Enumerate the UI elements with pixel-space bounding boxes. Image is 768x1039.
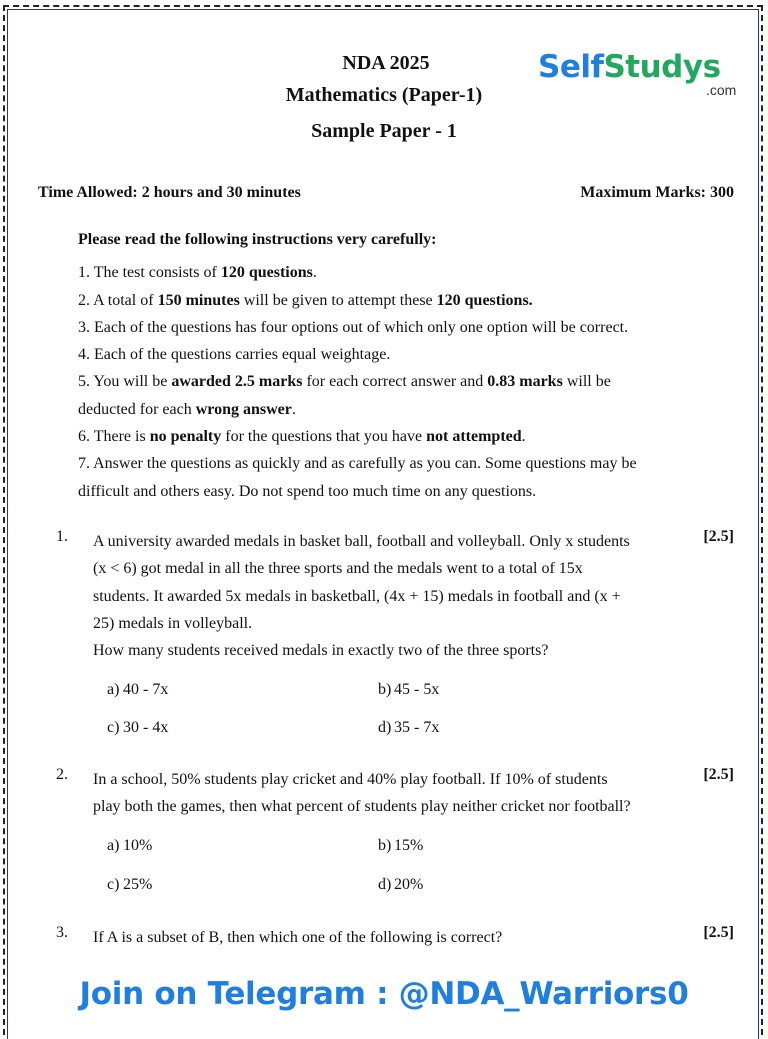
question-text: In a school, 50% students play cricket and 40% play football. If 10% of students play both the games, then what percent of students play neither cricket nor football?: [93, 771, 631, 816]
question-text: A university awarded medals in basket ball, football and volleyball. Only x students (x < 6) got medal in all the three sports and the medals went to a total of 15x students. It awarded 5x medals in basketball, (4x + 15) medals in football and (x + 25) medals in volleyball. How many students received medals in exactly two of the three sports?: [93, 533, 630, 660]
question-number: 1.: [56, 528, 68, 545]
instruction-6: 6. There is no penalty for the questions that you have not attempted.: [78, 428, 526, 446]
question-marks: [2.5]: [703, 766, 734, 783]
question-number: 3.: [56, 924, 68, 941]
question-number: 2.: [56, 766, 68, 783]
option-a[interactable]: a) 10%: [107, 837, 153, 854]
time-allowed: Time Allowed: 2 hours and 30 minutes: [38, 184, 301, 201]
instruction-5-cont: deducted for each wrong answer.: [78, 400, 296, 418]
option-a[interactable]: a) 40 - 7x: [107, 681, 169, 698]
option-b[interactable]: b) 15%: [378, 837, 424, 854]
exam-meta: [38, 184, 734, 202]
selfstudys-logo[interactable]: [538, 48, 748, 104]
instruction-4: 4. Each of the questions carries equal weightage.: [78, 346, 391, 364]
question-marks: [2.5]: [703, 528, 734, 545]
exam-title: NDA 2025: [342, 52, 430, 74]
instruction-7-cont: difficult and others easy. Do not spend too much time on any questions.: [78, 482, 537, 500]
option-d[interactable]: d) 35 - 7x: [378, 719, 440, 736]
instructions-title: Please read the following instructions very carefully:: [78, 231, 437, 248]
instruction-5: 5. You will be awarded 2.5 marks for each correct answer and 0.83 marks will be: [78, 373, 611, 391]
subject-title: Mathematics (Paper-1): [285, 84, 483, 106]
option-c[interactable]: c) 30 - 4x: [107, 719, 169, 736]
instruction-3: 3. Each of the questions has four options out of which only one option will be correct.: [78, 318, 629, 336]
telegram-banner-link[interactable]: Join on Telegram : @NDA_Warriors0: [79, 976, 689, 1012]
logo-self: Self: [538, 49, 604, 85]
instruction-2: 2. A total of 150 minutes will be given to attempt these 120 questions.: [78, 291, 533, 309]
logo-studys: Studys: [603, 49, 721, 85]
instruction-1: 1. The test consists of 120 questions.: [78, 264, 317, 282]
maximum-marks: Maximum Marks: 300: [580, 184, 734, 201]
instructions: [78, 226, 718, 505]
option-c[interactable]: c) 25%: [107, 876, 153, 893]
paper-title: Sample Paper - 1: [311, 120, 457, 142]
question-marks: [2.5]: [703, 924, 734, 941]
question-text: If A is a subset of B, then which one of the following is correct?: [93, 929, 503, 946]
logo-dotcom: .com: [706, 82, 737, 98]
option-d[interactable]: d) 20%: [378, 876, 424, 893]
option-b[interactable]: b) 45 - 5x: [378, 681, 440, 698]
instruction-7: 7. Answer the questions as quickly and as carefully as you can. Some questions may be: [78, 455, 637, 473]
